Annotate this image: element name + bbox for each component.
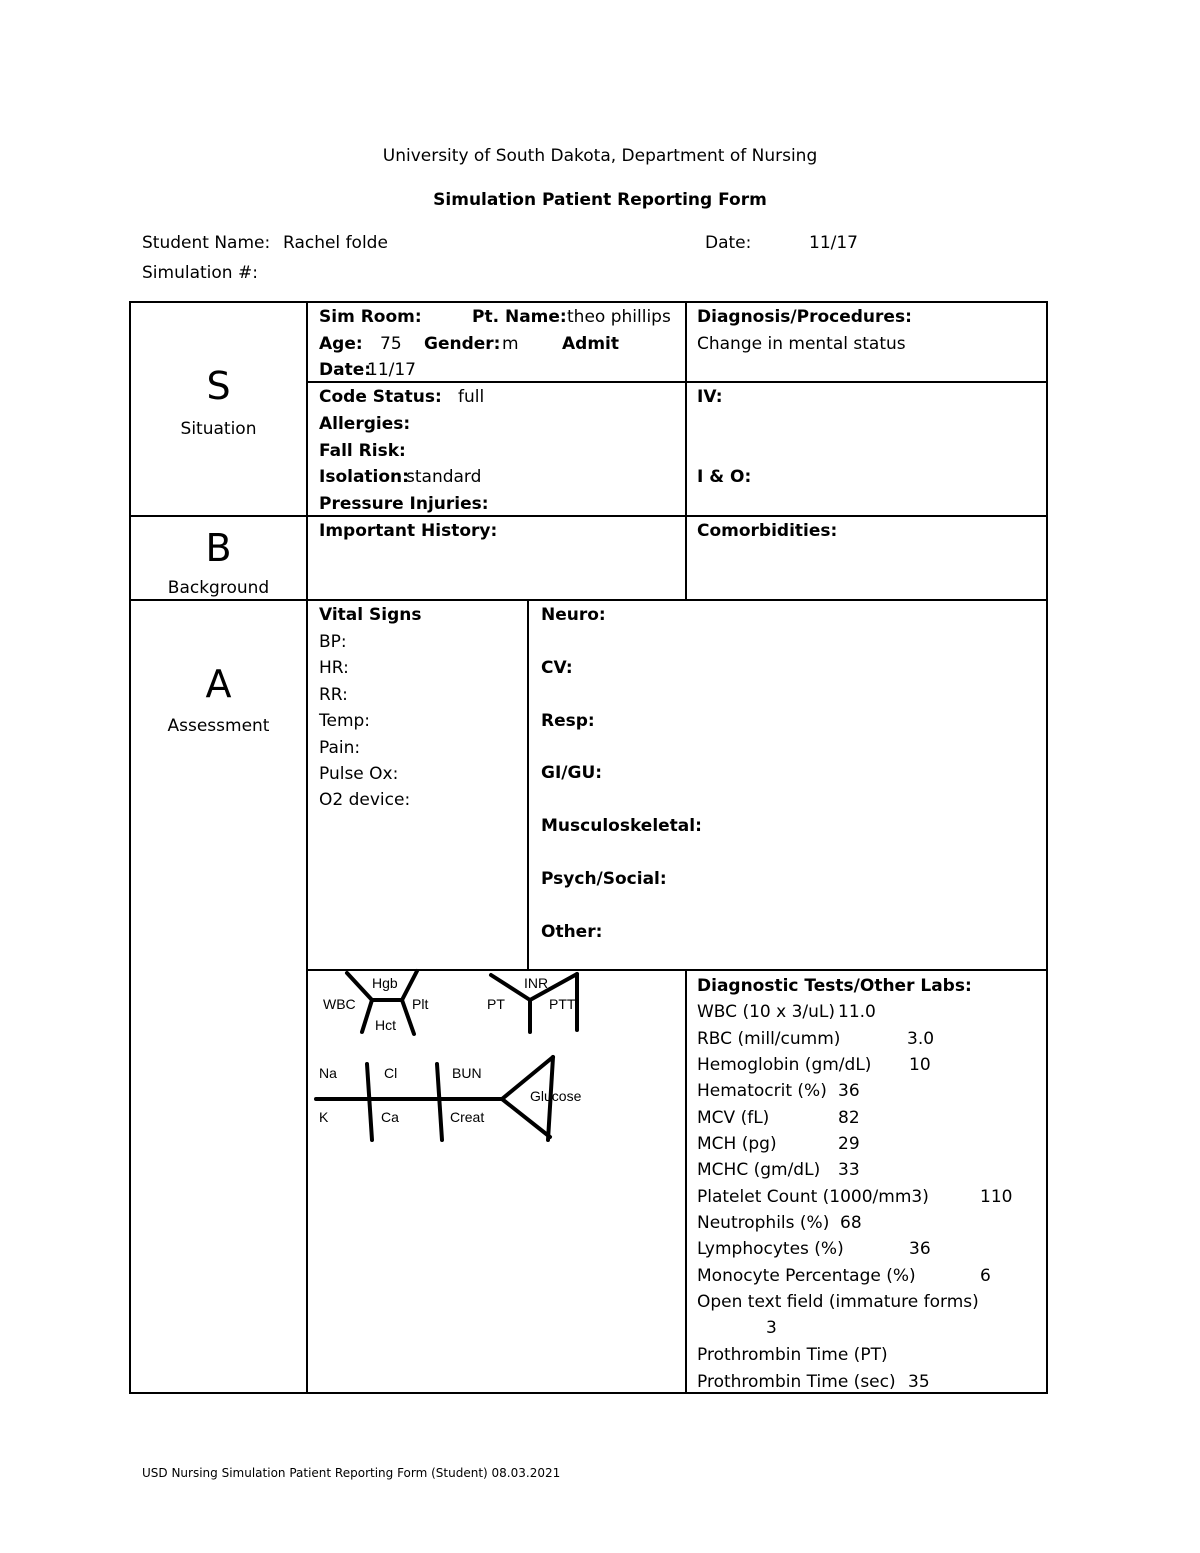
page-footer: USD Nursing Simulation Patient Reporting Form (Student) 08.03.2021 (142, 1466, 561, 1480)
admit-date-label: Date: (319, 360, 372, 380)
pt-name-label: Pt. Name: (472, 307, 567, 327)
lab-neutrophils-value: 68 (840, 1213, 862, 1233)
gender-value: m (502, 334, 519, 354)
lab-wbc-label: WBC (10 x 3/uL) (697, 1002, 836, 1022)
fishbone-plt: Plt (412, 996, 429, 1012)
simulation-number-label: Simulation #: (142, 263, 258, 283)
bmp-glucose-lower (502, 1099, 550, 1137)
bmp-divider-1 (367, 1064, 372, 1140)
fishbone-bun: BUN (452, 1065, 482, 1081)
lab-mcv-label: MCV (fL) (697, 1108, 770, 1128)
vital-o2-device-label: O2 device: (319, 790, 411, 811)
allergies-label: Allergies: (319, 414, 411, 434)
code-status-label: Code Status: (319, 387, 442, 407)
lab-rbc-label: RBC (mill/cumm) (697, 1029, 841, 1049)
vital-hr-label: HR: (319, 658, 349, 679)
lab-rbc-value: 3.0 (907, 1029, 935, 1049)
assessment-letter: A (205, 662, 232, 706)
fishbone-ca: Ca (381, 1109, 399, 1125)
system-gigu-label: GI/GU: (541, 763, 603, 784)
system-psych-social-label: Psych/Social: (541, 868, 667, 889)
vital-bp-label: BP: (319, 632, 347, 652)
labs-title: Diagnostic Tests/Other Labs: (697, 976, 972, 996)
admit-date-value: 11/17 (367, 360, 416, 380)
background-letter: B (205, 526, 232, 570)
situation-letter: S (206, 364, 231, 408)
institution-title: University of South Dakota, Department of Nursing (382, 146, 818, 166)
lab-hct-value: 36 (838, 1081, 860, 1101)
diagnosis-value: Change in mental status (697, 334, 906, 354)
fishbone-creat: Creat (450, 1109, 485, 1125)
fishbone-cl: Cl (384, 1065, 398, 1081)
vital-rr-label: RR: (319, 684, 348, 705)
lab-mch-label: MCH (pg) (697, 1134, 777, 1154)
io-label: I & O: (697, 467, 752, 487)
lab-lymphocytes-value: 36 (909, 1239, 931, 1259)
background-label: Background (167, 578, 270, 598)
isolation-label: Isolation: (319, 467, 409, 487)
fall-risk-label: Fall Risk: (319, 441, 406, 461)
fishbone-wbc: WBC (323, 996, 356, 1012)
lab-pt-sec-value: 35 (908, 1372, 930, 1392)
important-history-label: Important History: (319, 521, 498, 541)
fishbone-k: K (319, 1109, 329, 1125)
lab-platelet-value: 110 (980, 1187, 1013, 1207)
lab-mcv-value: 82 (838, 1108, 860, 1128)
system-musculoskeletal-label: Musculoskeletal: (541, 816, 702, 837)
fishbone-ptt: PTT (549, 996, 576, 1012)
system-cv-label: CV: (541, 657, 573, 678)
fishbone-na: Na (319, 1065, 337, 1081)
lab-open-text-value: 3 (766, 1318, 777, 1338)
lab-mchc-label: MCHC (gm/dL) (697, 1160, 821, 1180)
student-name-label: Student Name: (142, 233, 271, 253)
iv-label: IV: (697, 387, 723, 407)
vital-pulse-ox-label: Pulse Ox: (319, 763, 399, 784)
cbc-branch-lower-left (362, 1000, 372, 1032)
admit-label: Admit (562, 334, 619, 354)
date-value: 11/17 (809, 233, 858, 253)
date-label: Date: (705, 233, 752, 253)
diagnosis-label: Diagnosis/Procedures: (697, 307, 912, 327)
lab-wbc-value: 11.0 (838, 1002, 876, 1022)
lab-platelet-label: Platelet Count (1000/mm3) (697, 1187, 929, 1207)
vital-signs-title: Vital Signs (319, 605, 422, 625)
system-other-label: Other: (541, 921, 603, 942)
fishbone-inr: INR (524, 975, 549, 991)
lab-pt-sec-label: Prothrombin Time (sec) (697, 1372, 896, 1392)
fishbone-glucose: Glucose (530, 1088, 582, 1104)
sim-room-label: Sim Room: (319, 307, 422, 327)
code-status-value: full (458, 387, 485, 407)
lab-mchc-value: 33 (838, 1160, 860, 1180)
system-neuro-label: Neuro: (541, 605, 606, 625)
lab-mch-value: 29 (838, 1134, 860, 1154)
lab-monocyte-value: 6 (980, 1266, 991, 1286)
pt-name-value: theo phillips (567, 307, 671, 327)
fishbone-hct: Hct (375, 1017, 396, 1033)
lab-hgb-value: 10 (909, 1055, 931, 1075)
lab-hct-label: Hematocrit (%) (697, 1081, 827, 1101)
vital-temp-label: Temp: (319, 711, 371, 732)
system-resp-label: Resp: (541, 710, 595, 731)
lab-lymphocytes-label: Lymphocytes (%) (697, 1239, 844, 1259)
pressure-injuries-label: Pressure Injuries: (319, 494, 489, 514)
lab-neutrophils-label: Neutrophils (%) (697, 1213, 830, 1233)
vital-pain-label: Pain: (319, 737, 361, 758)
student-name-value: Rachel folde (283, 233, 388, 253)
age-value: 75 (380, 334, 402, 354)
situation-label: Situation (180, 419, 257, 439)
lab-pt-label: Prothrombin Time (PT) (697, 1345, 888, 1365)
isolation-value: standard (406, 467, 482, 487)
form-title: Simulation Patient Reporting Form (433, 190, 767, 210)
gender-label: Gender: (424, 334, 501, 354)
lab-open-text-label: Open text field (immature forms) (697, 1292, 979, 1312)
comorbidities-label: Comorbidities: (697, 521, 838, 541)
fishbone-hgb: Hgb (372, 975, 398, 991)
bmp-divider-2 (437, 1064, 442, 1140)
fishbone-pt: PT (487, 996, 505, 1012)
assessment-label: Assessment (167, 716, 270, 736)
lab-hgb-label: Hemoglobin (gm/dL) (697, 1055, 872, 1075)
age-label: Age: (319, 334, 363, 354)
lab-monocyte-label: Monocyte Percentage (%) (697, 1266, 916, 1286)
